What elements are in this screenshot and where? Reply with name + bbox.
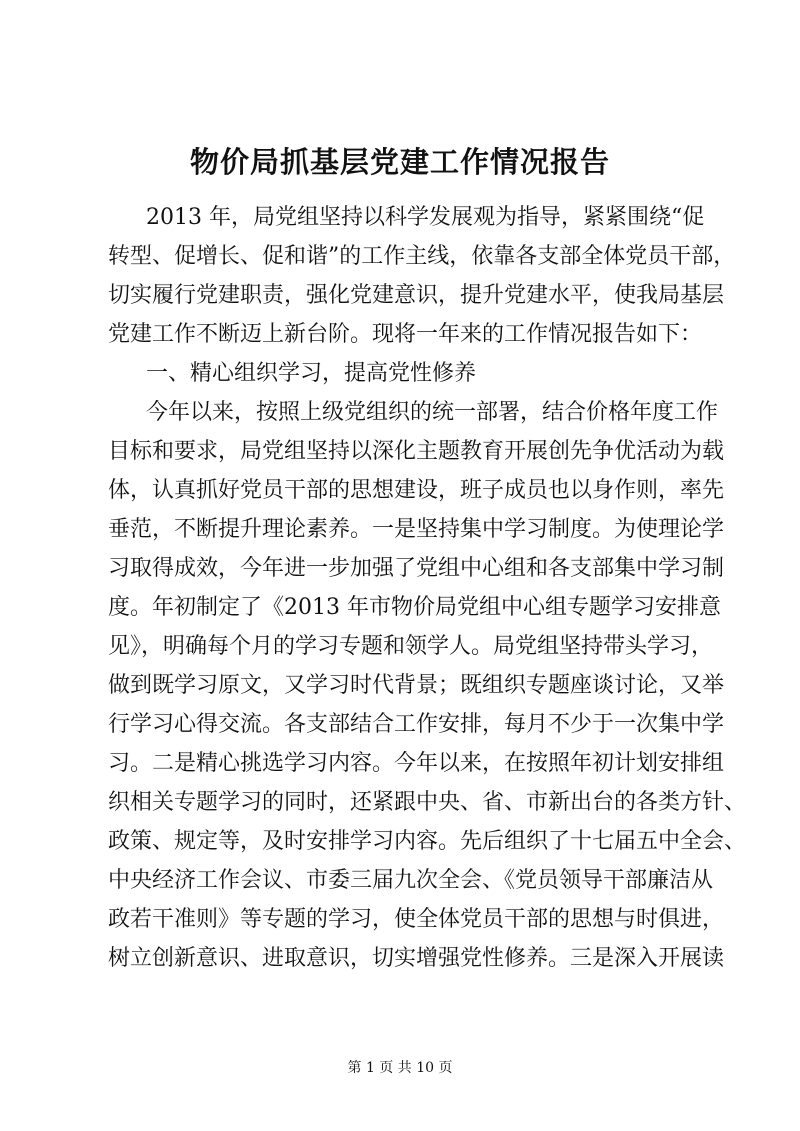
text-line: 政策、规定等，及时安排学习内容。先后组织了十七届五中全会、 [108, 829, 747, 854]
text-line: 转型、促增长、促和谐”的工作主线，依靠各支部全体党员干部， [108, 244, 736, 269]
text-line: 见》，明确每个月的学习专题和领学人。局党组坚持带头学习， [108, 634, 714, 659]
text-line: 行学习心得交流。各支部结合工作安排，每月不少于一次集中学 [108, 712, 725, 737]
text-line: 体，认真抓好党员干部的思想建设，班子成员也以身作则，率先 [108, 478, 725, 503]
text-line: 中央经济工作会议、市委三届九次全会、《党员领导干部廉洁从 [108, 868, 714, 893]
page-footer: 第 1 页 共 10 页 [347, 1060, 453, 1076]
text-line: 切实履行党建职责，强化党建意识，提升党建水平，使我局基层 [108, 283, 725, 308]
text-line: 目标和要求，局党组坚持以深化主题教育开展创先争优活动为载 [108, 439, 725, 464]
document-title: 物价局抓基层党建工作情况报告 [189, 145, 610, 179]
text-line: 树立创新意识、进取意识，切实增强党性修养。三是深入开展读 [108, 946, 725, 971]
text-line: 习取得成效，今年进一步加强了党组中心组和各支部集中学习制 [108, 556, 725, 581]
text-line: 织相关专题学习的同时，还紧跟中央、省、市新出台的各类方针、 [108, 790, 747, 815]
text-line: 习。二是精心挑选学习内容。今年以来，在按照年初计划安排组 [108, 751, 725, 776]
text-line: 党建工作不断迈上新台阶。现将一年来的工作情况报告如下： [108, 322, 703, 347]
text-line: 垂范，不断提升理论素养。一是坚持集中学习制度。为使理论学 [108, 517, 725, 542]
text-line: 政若干准则》等专题的学习，使全体党员干部的思想与时俱进， [108, 907, 725, 932]
text-line: 做到既学习原文，又学习时代背景；既组织专题座谈讨论，又举 [108, 673, 725, 698]
document-body [108, 198, 747, 978]
text-line: 今年以来，按照上级党组织的统一部署，结合价格年度工作 [146, 400, 719, 425]
text-line: 2013 年，局党组坚持以科学发展观为指导，紧紧围绕“促 [146, 205, 705, 230]
text-line: 度。年初制定了《2013 年市物价局党组中心组专题学习安排意 [108, 595, 721, 620]
section-heading: 一、精心组织学习，提高党性修养 [146, 361, 477, 386]
